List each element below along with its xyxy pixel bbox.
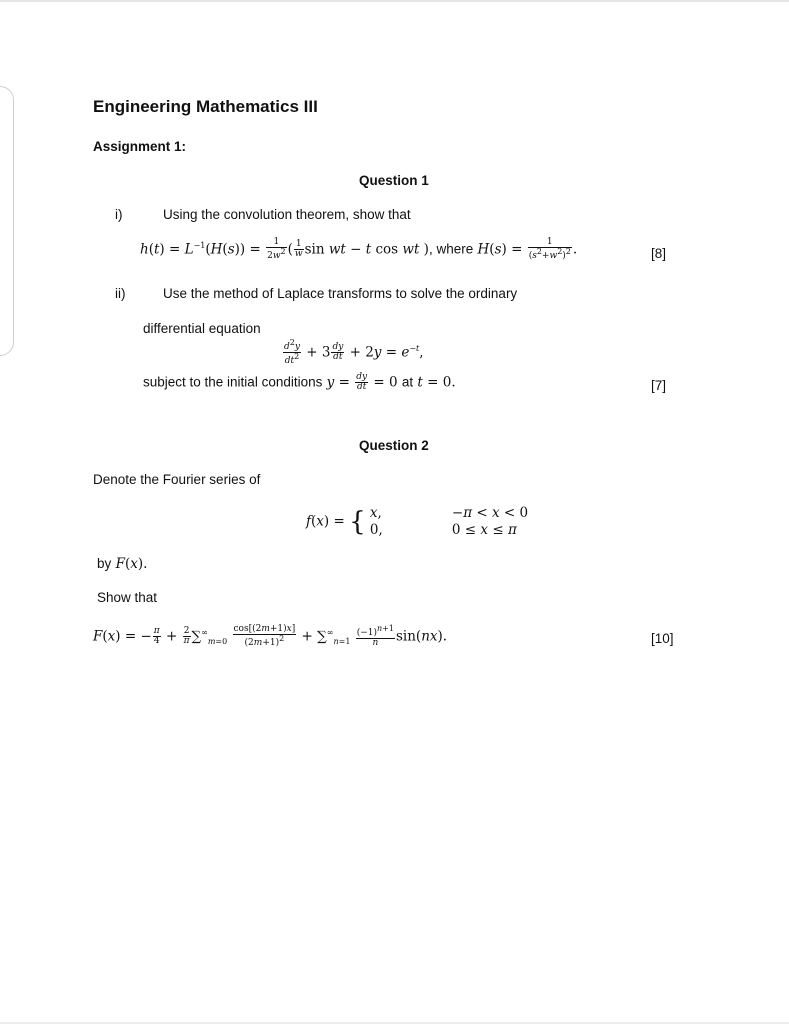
part-i-label: i) xyxy=(115,207,123,222)
where-text: , where xyxy=(428,241,474,257)
part-ii-text: Use the method of Laplace transforms to solve the ordinary xyxy=(163,286,518,301)
part-i-marks: [8] xyxy=(651,246,667,261)
initial-conditions: subject to the initial conditions y = $\frac{dy}{dt}$ = 0 at t = 0. xyxy=(143,372,456,393)
question-2-heading: Question 2 xyxy=(359,438,429,453)
q2-marks: [10] xyxy=(651,631,674,646)
piecewise-function: f(x) = { x, −π < x < 0 0, 0 ≤ x ≤ π xyxy=(306,505,529,538)
question-1-heading: Question 1 xyxy=(359,173,429,188)
q2-intro: Denote the Fourier series of xyxy=(93,472,261,487)
at-text: at xyxy=(401,374,414,390)
by-fx: by F(x). xyxy=(97,556,148,572)
conditions-text: subject to the initial conditions xyxy=(143,374,323,390)
fourier-series-equation: F(x) = − $\frac{\pi}{4}$ + $\frac{2}{\pi}$ $\sum^\infty_{m=0}$ $\frac{\cos[(2m+1)x]}{(2m+1)^2}$ + $\sum^\infty_{n=1}$ $\frac{(-1)^{n+1}}{n}$ sin(nx). xyxy=(93,624,448,649)
part-ii-marks: [7] xyxy=(651,378,667,393)
top-border xyxy=(0,0,789,2)
part-ii-text-continued: differential equation xyxy=(143,321,261,336)
side-panel-tab[interactable] xyxy=(0,86,14,356)
ode-equation: $\frac{d^2y}{dt^2}$ + 3 $\frac{dy}{dt}$ + $2y = e^{-t}$, xyxy=(284,338,424,367)
document-title: Engineering Mathematics III xyxy=(93,97,318,116)
by-text: by xyxy=(97,556,112,571)
show-that: Show that xyxy=(97,590,158,605)
part-ii-label: ii) xyxy=(115,286,126,301)
part-i-equation: $h(t) = L^{-1}(H(s))$ = $\frac{1}{2w^2}$ ( $\frac{1}{w}$ sin wt − t cos wt ), where H(s) = $\frac{1}{(s^2+w^2)^2}$ . xyxy=(140,237,578,262)
assignment-label: Assignment 1: xyxy=(93,139,187,154)
part-i-text: Using the convolution theorem, show that xyxy=(163,207,411,222)
